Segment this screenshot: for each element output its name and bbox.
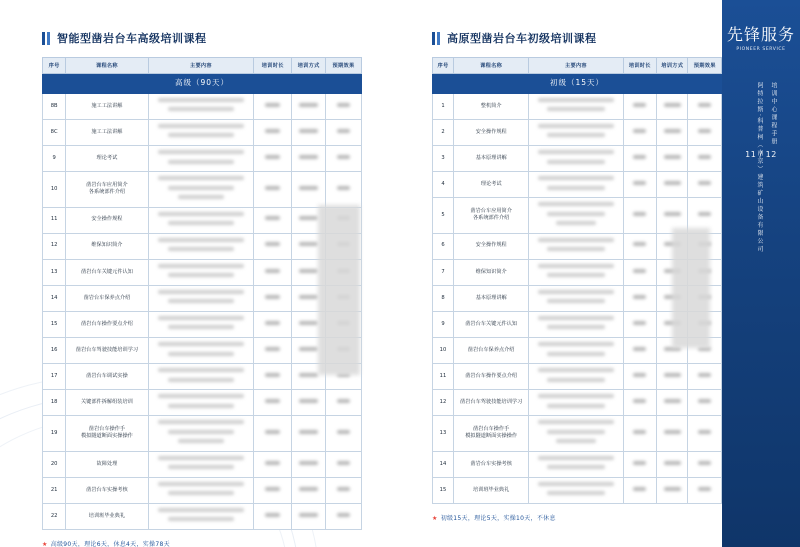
table-row bbox=[433, 172, 722, 198]
cell-no: 15 bbox=[433, 477, 454, 503]
cell-course-name: 理论考试 bbox=[66, 146, 148, 172]
cell-course-name: 理论考试 bbox=[453, 172, 528, 198]
table-row bbox=[43, 364, 362, 390]
blurred-cell bbox=[657, 172, 688, 198]
blurred-cell bbox=[326, 416, 362, 452]
cell-course-name: 凿岩台车操作手 模拟隧道断面实操操作 bbox=[66, 416, 148, 452]
blurred-cell bbox=[657, 93, 688, 119]
cell-course-name: 培训班毕业典礼 bbox=[66, 503, 148, 529]
right-section-title bbox=[432, 30, 722, 46]
blurred-photo-right bbox=[672, 228, 710, 348]
cell-course-name: 凿岩台车应用简介 各系统部件介绍 bbox=[66, 172, 148, 208]
blurred-cell bbox=[254, 390, 292, 416]
blurred-cell bbox=[148, 390, 254, 416]
blurred-cell bbox=[254, 364, 292, 390]
table-row bbox=[433, 416, 722, 452]
blurred-cell bbox=[529, 119, 623, 145]
left-note bbox=[42, 539, 362, 547]
cell-no: 16 bbox=[43, 337, 66, 363]
cell-no: 14 bbox=[433, 451, 454, 477]
blurred-cell bbox=[148, 259, 254, 285]
blurred-cell bbox=[529, 146, 623, 172]
right-table-header bbox=[433, 58, 722, 74]
cell-no: 21 bbox=[43, 477, 66, 503]
blurred-cell bbox=[254, 477, 292, 503]
brand-logo-cn: 先锋服务 bbox=[726, 25, 795, 44]
blurred-cell bbox=[623, 337, 657, 363]
blurred-cell bbox=[688, 416, 722, 452]
col-effect: 预期效果 bbox=[326, 58, 362, 74]
table-row bbox=[433, 93, 722, 119]
cell-course-name: 维保知识简介 bbox=[66, 233, 148, 259]
cell-course-name: 凿岩台车操作要点介绍 bbox=[453, 364, 528, 390]
cell-course-name: 安全操作规程 bbox=[453, 233, 528, 259]
cell-no: 12 bbox=[43, 233, 66, 259]
title-accent-bars bbox=[432, 32, 440, 45]
cell-course-name: 凿岩台车保养点介绍 bbox=[66, 285, 148, 311]
blurred-cell bbox=[148, 233, 254, 259]
blurred-cell bbox=[529, 311, 623, 337]
blurred-cell bbox=[529, 477, 623, 503]
cell-no: 9 bbox=[433, 311, 454, 337]
cell-no: 13 bbox=[433, 416, 454, 452]
blurred-cell bbox=[292, 93, 326, 119]
table-row bbox=[43, 207, 362, 233]
col-name: 课程名称 bbox=[453, 58, 528, 74]
cell-course-name: 施工工法讲解 bbox=[66, 119, 148, 145]
cell-no: 8 bbox=[433, 285, 454, 311]
left-section-heading: 智能型凿岩台车高级培训课程 bbox=[57, 32, 207, 45]
left-level-bar-row bbox=[43, 74, 362, 94]
blurred-cell bbox=[292, 172, 326, 208]
star-icon: ★ bbox=[432, 514, 438, 522]
cell-course-name: 凿岩台车操作要点介绍 bbox=[66, 311, 148, 337]
blurred-cell bbox=[529, 451, 623, 477]
col-content: 主要内容 bbox=[529, 58, 623, 74]
cell-course-name: 施工工法讲解 bbox=[66, 93, 148, 119]
blurred-cell bbox=[292, 416, 326, 452]
cell-no: 10 bbox=[43, 172, 66, 208]
cell-course-name: 凿岩台车关键元件认知 bbox=[453, 311, 528, 337]
blurred-cell bbox=[657, 390, 688, 416]
blurred-cell bbox=[688, 390, 722, 416]
page-number: 11 / 12 bbox=[745, 150, 777, 159]
side-vertical-line1: 阿特拉斯·科普柯（南京）建筑矿山设备有限公司 bbox=[756, 82, 763, 254]
blurred-cell bbox=[326, 146, 362, 172]
cell-no: 17 bbox=[43, 364, 66, 390]
blurred-cell bbox=[148, 364, 254, 390]
blurred-cell bbox=[623, 364, 657, 390]
side-vertical-text bbox=[752, 82, 766, 254]
blurred-cell bbox=[254, 172, 292, 208]
table-row bbox=[433, 451, 722, 477]
right-level-bar-row bbox=[433, 74, 722, 94]
cell-course-name: 关键部件拆解组装培训 bbox=[66, 390, 148, 416]
blurred-cell bbox=[529, 259, 623, 285]
table-row bbox=[43, 259, 362, 285]
blurred-cell bbox=[529, 337, 623, 363]
cell-course-name: 凿岩台车调试实操 bbox=[66, 364, 148, 390]
brand-logo-en: PIONEER SERVICE bbox=[736, 47, 786, 53]
cell-no: 8B bbox=[43, 93, 66, 119]
table-row bbox=[43, 477, 362, 503]
cell-course-name: 凿岩台车实操考核 bbox=[453, 451, 528, 477]
cell-course-name: 凿岩台车实操考核 bbox=[66, 477, 148, 503]
blurred-cell bbox=[148, 285, 254, 311]
blurred-cell bbox=[148, 119, 254, 145]
table-row bbox=[43, 390, 362, 416]
col-method: 培训方式 bbox=[657, 58, 688, 74]
blurred-cell bbox=[623, 259, 657, 285]
table-row bbox=[43, 93, 362, 119]
blurred-cell bbox=[148, 451, 254, 477]
table-row bbox=[43, 337, 362, 363]
blurred-cell bbox=[254, 259, 292, 285]
col-no: 序号 bbox=[433, 58, 454, 74]
table-row bbox=[43, 503, 362, 529]
blurred-cell bbox=[657, 146, 688, 172]
cell-no: 11 bbox=[433, 364, 454, 390]
blurred-photo-left bbox=[318, 205, 360, 375]
blurred-cell bbox=[254, 146, 292, 172]
table-row bbox=[43, 146, 362, 172]
cell-no: 11 bbox=[43, 207, 66, 233]
blurred-cell bbox=[623, 311, 657, 337]
cell-no: 8C bbox=[43, 119, 66, 145]
side-vertical-text-2 bbox=[766, 82, 780, 146]
blurred-cell bbox=[254, 285, 292, 311]
blurred-cell bbox=[148, 146, 254, 172]
col-method: 培训方式 bbox=[292, 58, 326, 74]
blurred-cell bbox=[254, 93, 292, 119]
cell-no: 18 bbox=[43, 390, 66, 416]
blurred-cell bbox=[254, 451, 292, 477]
table-row bbox=[433, 119, 722, 145]
cell-course-name: 培训班毕业典礼 bbox=[453, 477, 528, 503]
right-header-row bbox=[433, 58, 722, 74]
blurred-cell bbox=[326, 390, 362, 416]
table-row bbox=[433, 477, 722, 503]
blurred-cell bbox=[254, 207, 292, 233]
blurred-cell bbox=[529, 198, 623, 234]
blurred-cell bbox=[688, 93, 722, 119]
blurred-cell bbox=[623, 390, 657, 416]
table-row bbox=[43, 285, 362, 311]
table-row bbox=[43, 416, 362, 452]
blurred-cell bbox=[529, 285, 623, 311]
blurred-cell bbox=[623, 285, 657, 311]
blurred-cell bbox=[657, 477, 688, 503]
cell-no: 13 bbox=[43, 259, 66, 285]
col-content: 主要内容 bbox=[148, 58, 254, 74]
blurred-cell bbox=[623, 198, 657, 234]
blurred-cell bbox=[292, 119, 326, 145]
blurred-cell bbox=[657, 364, 688, 390]
right-section-heading: 高原型凿岩台车初级培训课程 bbox=[447, 32, 597, 45]
blurred-cell bbox=[623, 146, 657, 172]
cell-no: 9 bbox=[43, 146, 66, 172]
cell-no: 14 bbox=[43, 285, 66, 311]
blurred-cell bbox=[148, 93, 254, 119]
blurred-cell bbox=[688, 364, 722, 390]
left-table-header bbox=[43, 58, 362, 74]
cell-course-name: 凿岩台车驾驶技能培训学习 bbox=[453, 390, 528, 416]
cell-course-name: 整机简介 bbox=[453, 93, 528, 119]
cell-course-name: 安全操作规程 bbox=[66, 207, 148, 233]
left-table-body bbox=[43, 93, 362, 529]
blurred-cell bbox=[326, 93, 362, 119]
blurred-cell bbox=[623, 477, 657, 503]
cell-course-name: 凿岩台车保养点介绍 bbox=[453, 337, 528, 363]
blurred-cell bbox=[529, 390, 623, 416]
blurred-cell bbox=[326, 119, 362, 145]
col-no: 序号 bbox=[43, 58, 66, 74]
blurred-cell bbox=[292, 503, 326, 529]
blurred-cell bbox=[623, 119, 657, 145]
cell-no: 10 bbox=[433, 337, 454, 363]
blurred-cell bbox=[623, 233, 657, 259]
blurred-cell bbox=[657, 416, 688, 452]
blurred-cell bbox=[623, 451, 657, 477]
cell-course-name: 凿岩台车关键元件认知 bbox=[66, 259, 148, 285]
blurred-cell bbox=[688, 119, 722, 145]
table-row bbox=[433, 364, 722, 390]
cell-course-name: 凿岩台车应用简介 各系统部件介绍 bbox=[453, 198, 528, 234]
blurred-cell bbox=[292, 390, 326, 416]
cell-course-name: 维保知识简介 bbox=[453, 259, 528, 285]
blurred-cell bbox=[688, 477, 722, 503]
cell-no: 6 bbox=[433, 233, 454, 259]
blurred-cell bbox=[148, 311, 254, 337]
side-vertical-line2: 培训中心课程手册 bbox=[770, 82, 777, 146]
blurred-cell bbox=[292, 146, 326, 172]
blurred-cell bbox=[292, 451, 326, 477]
blurred-cell bbox=[254, 119, 292, 145]
cell-course-name: 凿岩台车驾驶技能培训学习 bbox=[66, 337, 148, 363]
blurred-cell bbox=[623, 172, 657, 198]
title-accent-bars bbox=[42, 32, 50, 45]
cell-no: 15 bbox=[43, 311, 66, 337]
blurred-cell bbox=[688, 451, 722, 477]
blurred-cell bbox=[326, 172, 362, 208]
blurred-cell bbox=[148, 503, 254, 529]
blurred-cell bbox=[148, 477, 254, 503]
table-row bbox=[43, 233, 362, 259]
cell-course-name: 基本原理讲解 bbox=[453, 146, 528, 172]
blurred-cell bbox=[529, 93, 623, 119]
left-note-text: 高级90天，理论6天，休息4天，实操78天 bbox=[50, 540, 170, 547]
blurred-cell bbox=[623, 93, 657, 119]
right-level-bar: 初级（15天） bbox=[433, 74, 722, 94]
cell-no: 4 bbox=[433, 172, 454, 198]
cell-no: 12 bbox=[433, 390, 454, 416]
cell-no: 1 bbox=[433, 93, 454, 119]
cell-course-name: 安全操作规程 bbox=[453, 119, 528, 145]
blurred-cell bbox=[254, 233, 292, 259]
blurred-cell bbox=[657, 451, 688, 477]
table-row bbox=[433, 390, 722, 416]
cell-no: 19 bbox=[43, 416, 66, 452]
right-note-text: 初级15天，理论5天，实操10天，不休息 bbox=[440, 514, 556, 522]
table-row bbox=[43, 119, 362, 145]
cell-no: 20 bbox=[43, 451, 66, 477]
blurred-cell bbox=[688, 146, 722, 172]
col-name: 课程名称 bbox=[66, 58, 148, 74]
blurred-cell bbox=[529, 172, 623, 198]
left-course-block bbox=[42, 30, 362, 547]
blurred-cell bbox=[148, 337, 254, 363]
cell-course-name: 故障处理 bbox=[66, 451, 148, 477]
table-row bbox=[43, 451, 362, 477]
cell-no: 3 bbox=[433, 146, 454, 172]
blurred-cell bbox=[254, 337, 292, 363]
cell-no: 5 bbox=[433, 198, 454, 234]
blurred-cell bbox=[292, 477, 326, 503]
left-course-table bbox=[42, 57, 362, 530]
left-header-row bbox=[43, 58, 362, 74]
blurred-cell bbox=[529, 364, 623, 390]
blurred-cell bbox=[148, 416, 254, 452]
right-note bbox=[432, 513, 722, 522]
blurred-cell bbox=[623, 416, 657, 452]
star-icon: ★ bbox=[42, 540, 48, 547]
cell-no: 2 bbox=[433, 119, 454, 145]
cell-no: 22 bbox=[43, 503, 66, 529]
left-section-title bbox=[42, 30, 362, 46]
blurred-cell bbox=[529, 233, 623, 259]
table-row bbox=[43, 172, 362, 208]
blurred-cell bbox=[529, 416, 623, 452]
cell-course-name: 基本原理讲解 bbox=[453, 285, 528, 311]
blurred-cell bbox=[148, 172, 254, 208]
blurred-cell bbox=[326, 451, 362, 477]
table-row bbox=[433, 146, 722, 172]
brand-logo bbox=[722, 26, 800, 53]
cell-course-name: 凿岩台车操作手 模拟隧道断面实操操作 bbox=[453, 416, 528, 452]
blurred-cell bbox=[254, 311, 292, 337]
blurred-cell bbox=[326, 503, 362, 529]
left-level-bar: 高级（90天） bbox=[43, 74, 362, 94]
blurred-cell bbox=[254, 503, 292, 529]
col-duration: 培训时长 bbox=[623, 58, 657, 74]
table-row bbox=[43, 311, 362, 337]
blurred-cell bbox=[148, 207, 254, 233]
blurred-cell bbox=[326, 477, 362, 503]
col-duration: 培训时长 bbox=[254, 58, 292, 74]
blurred-cell bbox=[688, 172, 722, 198]
cell-no: 7 bbox=[433, 259, 454, 285]
col-effect: 预期效果 bbox=[688, 58, 722, 74]
blurred-cell bbox=[254, 416, 292, 452]
blurred-cell bbox=[657, 119, 688, 145]
side-banner bbox=[722, 0, 800, 547]
